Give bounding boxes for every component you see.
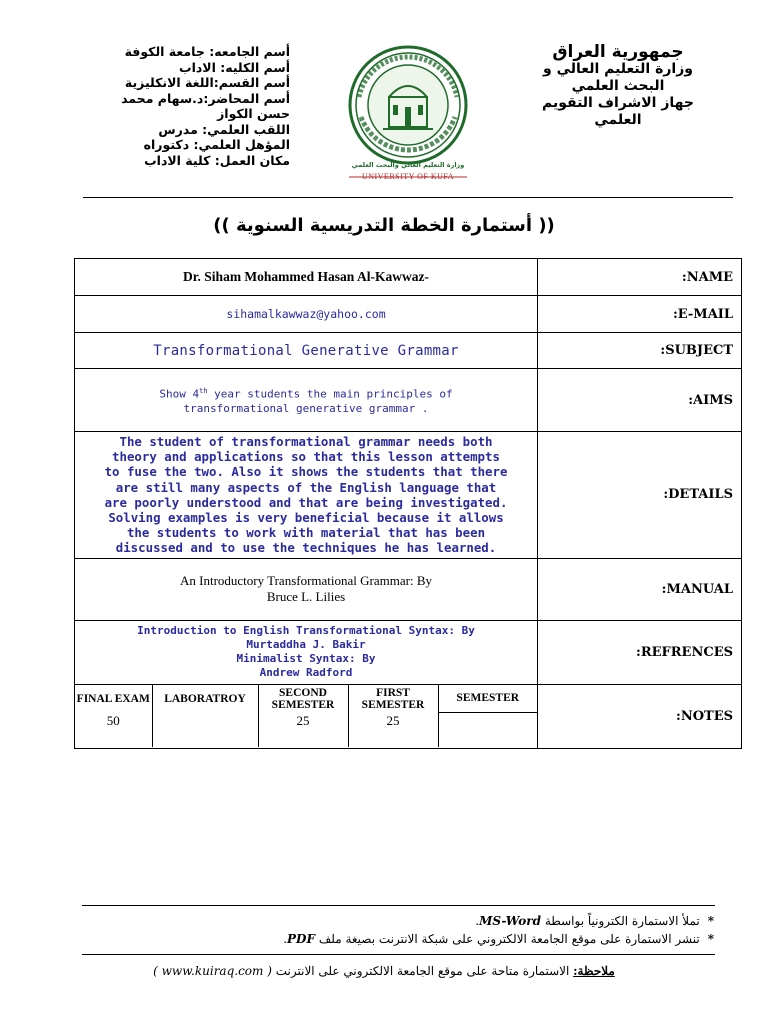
grades-value-row [75, 713, 537, 747]
note2-text: تنشر الاستمارة على موقع الجامعة الالكتروني على شبكة الانترنت بصيغة ملف [318, 932, 700, 946]
table-row [75, 369, 742, 432]
first-semester-value: 25 [348, 713, 438, 747]
website-link[interactable]: ( www.kuiraq.com ) [153, 964, 272, 978]
note1-bold: MS-Word [479, 914, 541, 928]
qualification-line: المؤهل العلمي: دكتوراه [143, 137, 290, 152]
college-line: أسم الكليه: الاداب [179, 59, 290, 75]
university-line: أسم الجامعه: جامعة الكوفة [124, 44, 290, 59]
semester-value [438, 713, 537, 747]
bullet-star: * [707, 914, 714, 928]
note1-end: . [475, 914, 480, 928]
table-row [75, 333, 742, 369]
aims-sup: th [199, 387, 208, 396]
lecturer-line-2: حسن الكواز [217, 106, 290, 121]
header-line-1: جمهورية العراق [552, 42, 684, 62]
subject-value: Transformational Generative Grammar [75, 333, 538, 369]
table-row [75, 259, 742, 296]
department-line: أسم القسم:اللغة الانكليزية [124, 75, 290, 90]
footer-divider-bottom [82, 954, 715, 955]
header-line-4: جهاز الاشراف التقويم [541, 95, 695, 111]
details-line: are poorly understood and that are being investigated. [104, 494, 508, 510]
table-row [75, 296, 742, 333]
name-label: :NAME [538, 259, 742, 296]
manual-line-1: An Introductory Transformational Grammar: By [179, 573, 432, 589]
table-row [75, 432, 742, 559]
grades-cell [75, 684, 538, 748]
final-exam-value: 50 [75, 713, 152, 747]
manual-line-2: Bruce L. Lilies [266, 589, 346, 605]
header-divider [83, 197, 733, 198]
details-line: are still many aspects of the English language that [115, 479, 497, 495]
note1-text: تملأ الاستمارة الكترونياً بواسطة [544, 914, 700, 928]
second-semester-header: SECOND SEMESTER [258, 685, 348, 713]
university-seal-logo [345, 45, 471, 185]
second-semester-value: 25 [258, 713, 348, 747]
reference-line: Minimalist Syntax: By [236, 652, 376, 666]
grades-header-row [75, 685, 537, 713]
email-value: sihamalkawwaz@yahoo.com [75, 296, 538, 333]
table-row [75, 684, 742, 748]
aims-text-post: year students the main principles of [207, 387, 453, 401]
header-line-3: البحث العلمي [571, 78, 665, 94]
lecturer-line: أسم المحاضر:د.سهام محمد [121, 90, 290, 106]
manual-value [75, 558, 538, 620]
details-line: discussed and to use the techniques he has learned. [115, 540, 497, 556]
manual-label: :MANUAL [538, 558, 742, 620]
name-value: Dr. Siham Mohammed Hasan Al-Kawwaz- [75, 259, 538, 296]
email-label: :E-MAIL [538, 296, 742, 333]
details-line: to fuse the two. Also it shows the students that there [104, 464, 508, 480]
ministry-header [518, 44, 718, 129]
table-row [75, 558, 742, 620]
remark-label: ملاحظة: [573, 964, 615, 978]
footer-note-1 [74, 912, 714, 930]
grades-table [75, 685, 537, 747]
references-value [75, 620, 538, 684]
details-line: Solving examples is very beneficial because it allows [108, 510, 504, 526]
footer-divider-top [82, 905, 715, 906]
footer-remark [0, 964, 768, 978]
first-semester-header: FIRST SEMESTER [348, 685, 438, 713]
header-line-2: وزارة التعليم العالي و [543, 61, 693, 77]
notes-label: :NOTES [538, 684, 742, 748]
aims-text-line2: transformational generative grammar . [183, 401, 429, 415]
lecturer-info [100, 44, 290, 168]
details-line: The student of transformational grammar needs both [119, 434, 493, 449]
header-line-5: العلمي [594, 112, 642, 128]
laboratory-header: LABORATROY [152, 685, 258, 713]
aims-text-pre: Show 4 [159, 387, 200, 401]
table-row [75, 620, 742, 684]
footer-note-2 [74, 930, 714, 948]
reference-line: Murtaddha J. Bakir [246, 638, 366, 652]
footer-notes [74, 912, 714, 948]
subject-label: :SUBJECT [538, 333, 742, 369]
note2-end: . [283, 932, 288, 946]
aims-label: :AIMS [538, 369, 742, 432]
references-label: :REFRENCES [538, 620, 742, 684]
form-title: (( أستمارة الخطة التدريسية السنوية )) [213, 215, 555, 236]
details-value [75, 432, 538, 559]
remark-text: الاستمارة متاحة على موقع الجامعة الالكتروني على الانترنت [271, 964, 574, 978]
details-line: theory and applications so that this lesson attempts [112, 449, 500, 465]
note2-bold: PDF [287, 932, 315, 946]
semester-header: SEMESTER [438, 685, 537, 713]
aims-value [75, 369, 538, 432]
title-line: اللقب العلمي: مدرس [158, 121, 290, 137]
laboratory-value [152, 713, 258, 747]
workplace-line: مكان العمل: كلية الاداب [144, 152, 290, 168]
bullet-star: * [707, 932, 714, 946]
details-label: :DETAILS [538, 432, 742, 559]
teaching-plan-table [74, 258, 742, 749]
seal-arabic-caption: وزارة التعليم العالي والبحث العلمي [351, 161, 465, 169]
reference-line: Introduction to English Transformational Syntax: By [137, 624, 475, 638]
details-line: the students to work with material that has been [126, 525, 486, 541]
final-exam-header: FINAL EXAM [75, 685, 152, 713]
seal-caption: UNIVERSITY OF KUFA [361, 172, 455, 181]
reference-line: Andrew Radford [259, 666, 353, 680]
